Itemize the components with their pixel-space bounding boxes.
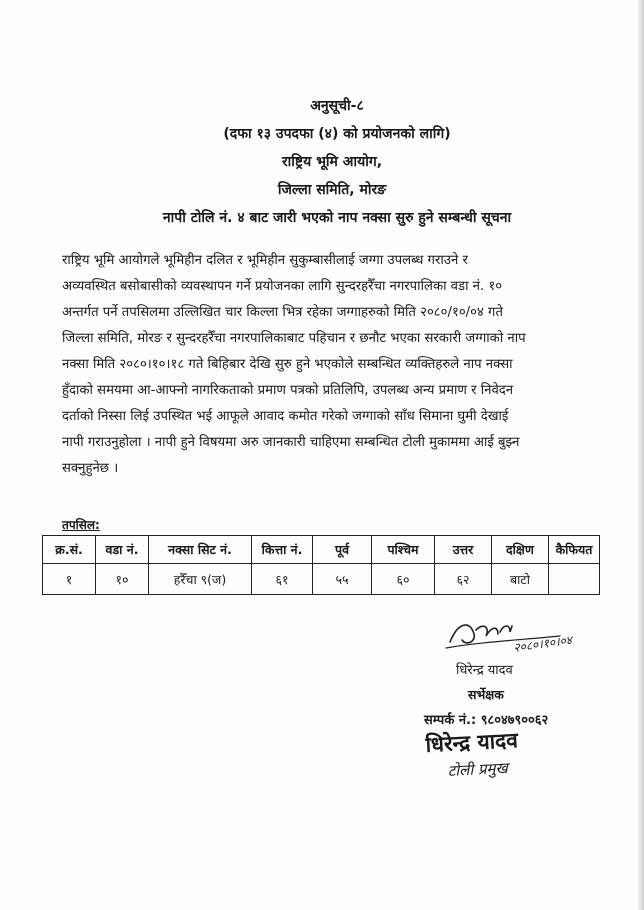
purpose-line: (दफा १३ उपदफा (४) को प्रयोजनको लागि) [223, 126, 451, 142]
col-map-sheet-header: नक्सा सिट नं. [149, 536, 252, 564]
handwritten-signature [440, 612, 610, 664]
signatory-role: सर्भेक्षक [468, 687, 504, 702]
document-header [0, 92, 644, 232]
col-east-header: पूर्व [313, 536, 372, 564]
schedule-number: अनुसूची-८ [310, 98, 364, 114]
cell-south: बाटो [492, 564, 549, 595]
signature-date: २०८०।१०।०४ [512, 632, 573, 655]
contact-number: सम्पर्क नं.: ९८०४७९००६२ [424, 713, 549, 728]
body-line: राष्ट्रिय भूमि आयोगले भूमिहीन दलित र भूमिहीन सुकुम्बासीलाई जग्गा उपलब्ध गराउने र [62, 253, 468, 268]
stamp-name: धिरेन्द्र यादव [425, 728, 519, 757]
signatory-name: धिरेन्द्र यादव [456, 663, 513, 678]
cell-serial: १ [43, 564, 96, 595]
notice-title: नापी टोलि नं. ४ बाट जारी भएको नाप नक्सा सुरु हुने सम्बन्धी सूचना [162, 210, 512, 226]
body-line: हुँदाको समयमा आ-आफ्नो नागरिकताको प्रमाण पत्रको प्रतिलिपि, उपलब्ध अन्य प्रमाण र निवेदन [62, 383, 514, 398]
signature-block [400, 612, 620, 782]
cell-remarks [549, 564, 600, 595]
schedule-table [42, 535, 600, 595]
body-line: जिल्ला समिति, मोरङ र सुन्दरहरैँचा नगरपालिकाबाट पहिचान र छनौट भएका सरकारी जग्गाको नाप [62, 331, 526, 346]
cell-ward: १० [96, 564, 149, 595]
col-north-header: उत्तर [435, 536, 492, 564]
table-header-row [43, 536, 600, 564]
schedule-table-label: तपसिल: [62, 518, 100, 532]
cell-west: ६० [372, 564, 435, 595]
body-line: नापी गराउनुहोला । नापी हुने विषयमा अरु जानकारी चाहिएमा सम्बन्धित टोली मुकाममा आई बुझ्न [62, 435, 520, 450]
col-ward-header: वडा नं. [96, 536, 149, 564]
body-line: अव्यवस्थित बसोबासीको व्यवस्थापन गर्ने प्रयोजनका लागि सुन्दरहरैँचा नगरपालिका वडा नं. १० [62, 279, 503, 294]
body-line: दर्ताको निस्सा लिई उपस्थित भई आफूले आवाद कमोत गरेको जग्गाको साँध सिमाना घुमी देखाई [62, 409, 509, 424]
body-line: नक्सा मिति २०८०।१०।१८ गते बिहिबार देखि सुरु हुने भएकोले सम्बन्धित व्यक्तिहरुले नाप नक्सा [62, 357, 513, 372]
col-west-header: पश्चिम [372, 536, 435, 564]
cell-north: ६२ [435, 564, 492, 595]
cell-east: ५५ [313, 564, 372, 595]
district-committee: जिल्ला समिति, मोरङ [277, 182, 387, 198]
commission-name: राष्ट्रिय भूमि आयोग, [281, 154, 383, 170]
stamp-title: टोली प्रमुख [447, 758, 509, 780]
cell-plot: ६१ [252, 564, 313, 595]
col-remarks-header: कैफियत [549, 536, 600, 564]
body-line: सक्नुहुनेछ । [62, 461, 119, 476]
body-line: अन्तर्गत पर्ने तपसिलमा उल्लिखित चार किल्ला भित्र रहेका जग्गाहरुको मिति २०८०/१०/०४ गते [62, 305, 503, 320]
table-row [43, 564, 600, 595]
col-south-header: दक्षिण [492, 536, 549, 564]
notice-body [62, 248, 582, 482]
col-serial-header: क्र.सं. [43, 536, 96, 564]
cell-map-sheet: हरैँचा ९(ज) [149, 564, 252, 595]
col-plot-header: कित्ता नं. [252, 536, 313, 564]
name-stamp [422, 728, 572, 784]
